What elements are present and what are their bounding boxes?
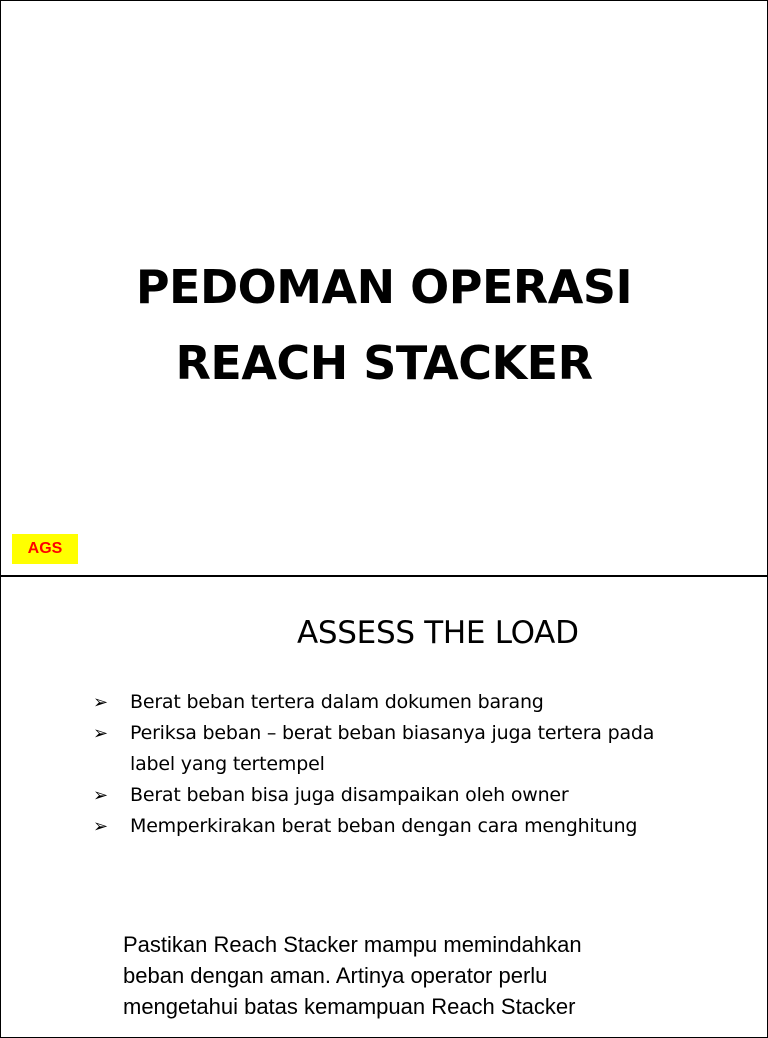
bullet-item xyxy=(93,687,733,718)
slide-title-line-2: REACH STACKER xyxy=(175,336,593,390)
slide-title-line-1: PEDOMAN OPERASI xyxy=(135,260,633,314)
slide-title xyxy=(1,249,767,401)
bullet-list xyxy=(93,687,733,842)
arrow-bullet-icon: ➢ xyxy=(93,785,108,806)
content-slide xyxy=(0,576,768,1038)
body-paragraph xyxy=(123,929,683,1022)
paragraph-line-3: mengetahui batas kemampuan Reach Stacker xyxy=(123,994,576,1019)
bullet-text: Berat beban tertera dalam dokumen barang xyxy=(130,691,544,713)
bullet-item xyxy=(93,718,733,780)
bullet-text: Periksa beban – berat beban biasanya juga tertera pada xyxy=(130,722,655,744)
slide-heading: ASSESS THE LOAD xyxy=(297,615,579,651)
bullet-item xyxy=(93,780,733,811)
arrow-bullet-icon: ➢ xyxy=(93,692,108,713)
arrow-bullet-icon: ➢ xyxy=(93,816,108,837)
bullet-text: Berat beban bisa juga disampaikan oleh owner xyxy=(130,784,569,806)
arrow-bullet-icon: ➢ xyxy=(93,723,108,744)
bullet-item xyxy=(93,811,733,842)
paragraph-line-1: Pastikan Reach Stacker mampu memindahkan xyxy=(123,932,582,957)
bullet-text: Memperkirakan berat beban dengan cara menghitung xyxy=(130,815,638,837)
bullet-text-continuation: label yang tertempel xyxy=(130,753,325,775)
paragraph-line-2: beban dengan aman. Artinya operator perlu xyxy=(123,963,548,988)
ags-tag: AGS xyxy=(12,534,78,564)
